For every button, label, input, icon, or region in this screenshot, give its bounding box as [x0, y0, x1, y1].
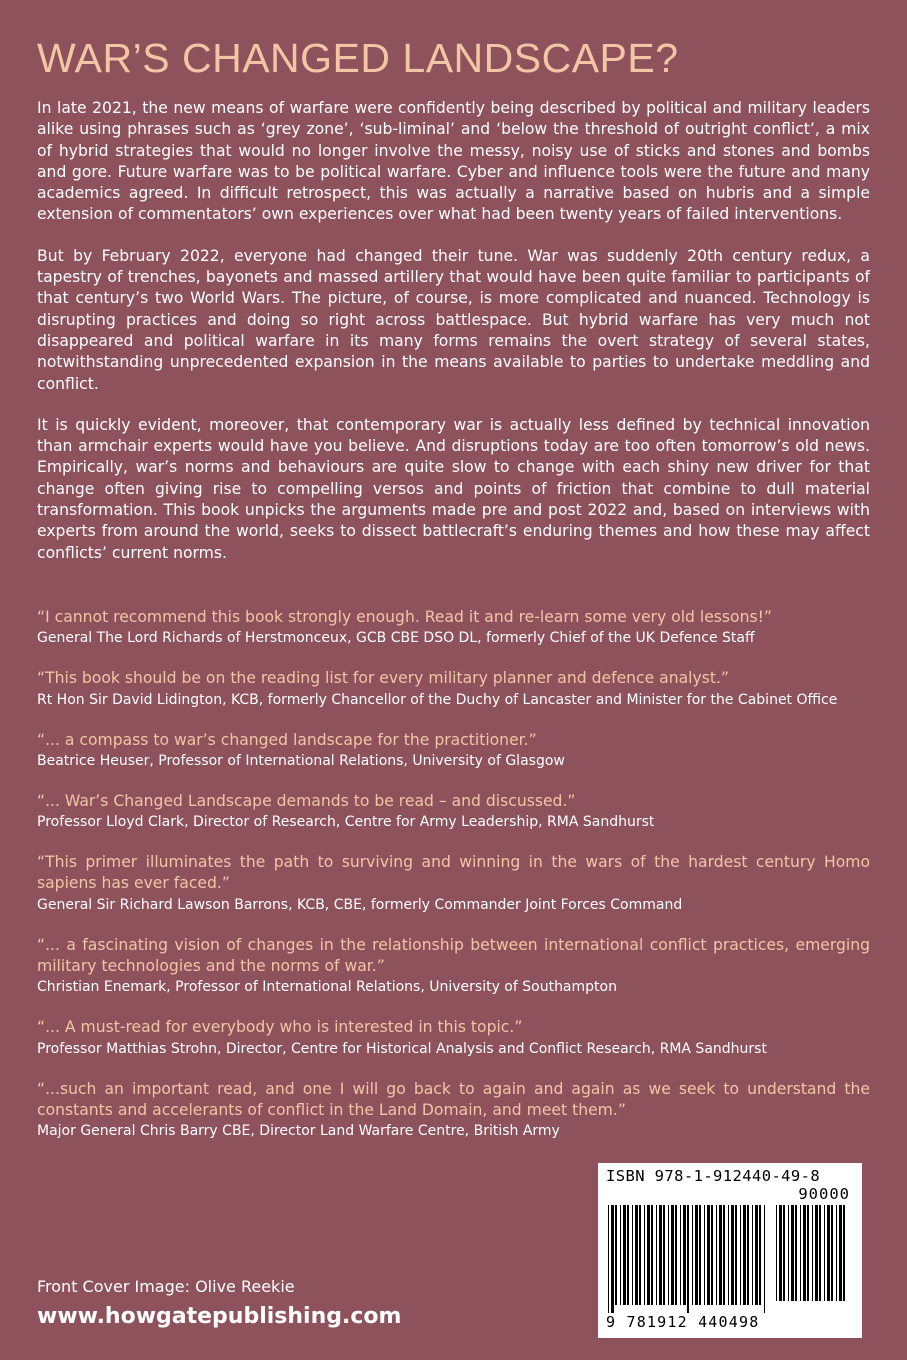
barcode-bar: [747, 1205, 749, 1305]
barcode-bar: [615, 1205, 617, 1305]
endorsement-quote: “This primer illuminates the path to surviving and winning in the wars of the hardest century Homo sapiens has ever faced.”: [37, 853, 870, 893]
barcode-bar: [839, 1205, 842, 1301]
barcode-bar: [719, 1205, 722, 1305]
barcode-bar: [824, 1205, 825, 1301]
endorsement-quote: “...such an important read, and one I will go back to again and again as we seek to understand the constants and accelerants of conflict in the Land Domain, and meet them.”: [37, 1079, 870, 1119]
endorsement-source: Rt Hon Sir David Lidington, KCB, formerly Chancellor of the Duchy of Lancaster and Minister for the Cabinet Office: [37, 691, 838, 708]
endorsement-quote: “... War’s Changed Landscape demands to be read – and discussed.”: [37, 791, 576, 810]
price-barcode-bars-icon: [776, 1205, 848, 1301]
barcode-bar: [735, 1205, 737, 1305]
barcode-bar: [728, 1205, 729, 1305]
barcode-bar: [716, 1205, 717, 1305]
barcode-bar: [668, 1205, 669, 1305]
barcode-bar: [680, 1205, 681, 1305]
barcode-bar: [647, 1205, 650, 1305]
barcode-bar: [819, 1205, 821, 1301]
barcode-bar: [683, 1205, 686, 1305]
endorsement: [37, 935, 870, 998]
barcode-bar: [639, 1205, 641, 1305]
endorsement: [37, 791, 870, 832]
barcode-bar: [807, 1205, 809, 1301]
barcode-bar: [623, 1205, 626, 1305]
barcode-bar: [687, 1205, 689, 1313]
barcode-bar: [800, 1205, 801, 1301]
barcode-bar: [743, 1205, 746, 1305]
barcode-bar: [692, 1205, 693, 1305]
barcode-bar: [776, 1205, 777, 1301]
blurb-paragraph: But by February 2022, everyone had changed their tune. War was suddenly 20th century redux, a tapestry of trenches, bayonets and massed artillery that would have been quite familiar to participants of that century’s two World Wars. The picture, of course, is more complicated and nuanced. Technology is disrupting practices and doing so right across battlespace. But hybrid warfare has very much not disappeared and political warfare in its many forms remains the overt strategy of several states, notwithstanding unprecedented expansion in the means available to parties to undertake meddling and conflict.: [37, 246, 870, 393]
barcode-bar: [764, 1205, 765, 1313]
barcode-bar: [611, 1205, 614, 1313]
barcode-bar: [755, 1205, 758, 1305]
blurb-paragraph: In late 2021, the new means of warfare were confidently being described by political and military leaders alike using phrases such as ‘grey zone’, ‘sub-liminal’ and ‘below the threshold of outright conflict’, a mix of hybrid strategies that would no longer involve the messy, noisy use of sticks and stones and bombs and gore. Future warfare was to be political warfare. Cyber and influence tools were the future and many academics agreed. In difficult retrospect, this was actually a narrative based on hubris and a simple extension of commentators’ own experiences over what had been twenty years of failed interventions.: [37, 99, 870, 224]
barcode-bar: [795, 1205, 797, 1301]
barcode-bar: [836, 1205, 837, 1301]
book-title: WAR’S CHANGED LANDSCAPE?: [37, 35, 679, 81]
endorsement: [37, 852, 870, 915]
barcode-bar: [608, 1205, 609, 1313]
barcode-bar: [803, 1205, 806, 1301]
barcode-bar: [663, 1205, 665, 1305]
barcode-bar: [759, 1205, 761, 1305]
barcode-bars-icon: [608, 1205, 768, 1313]
endorsement-quote: “I cannot recommend this book strongly enough. Read it and re-learn some very old lessons!”: [37, 608, 772, 626]
blurb: [37, 98, 870, 584]
barcode-bar: [752, 1205, 753, 1305]
endorsement: [37, 1079, 870, 1142]
endorsement-quote: “This book should be on the reading list for every military planner and defence analyst.”: [37, 669, 729, 688]
isbn-label: ISBN 978-1-912440-49-8: [606, 1167, 821, 1185]
barcode-bar: [731, 1205, 734, 1305]
barcode-bar: [711, 1205, 713, 1305]
barcode-bar: [843, 1205, 845, 1301]
barcode-bar: [704, 1205, 705, 1305]
endorsement: [37, 730, 870, 771]
barcode-bar: [740, 1205, 741, 1305]
barcode-bar: [675, 1205, 677, 1305]
endorsement: [37, 1017, 870, 1058]
endorsements: [37, 607, 870, 1161]
barcode-bar: [723, 1205, 725, 1305]
barcode-bar: [812, 1205, 813, 1301]
barcode-bar: [831, 1205, 833, 1301]
barcode-bar: [815, 1205, 818, 1301]
barcode-bar: [656, 1205, 657, 1305]
isbn-digits: 9 781912 440498: [606, 1313, 760, 1331]
barcode-bar: [783, 1205, 785, 1301]
barcode-bar: [627, 1205, 629, 1305]
blurb-paragraph: It is quickly evident, moreover, that contemporary war is actually less defined by technical innovation than armchair experts would have you believe. And disruptions today are too often tomorrow’s old news. Empirically, war’s norms and behaviours are quite slow to change with each shiny new driver for that change often giving rise to compelling versos and points of friction that combine to dull material transformation. This book unpicks the arguments made pre and post 2022 and, based on interviews with experts from around the world, seeks to dissect battlecraft’s enduring themes and how these may affect conflicts’ current norms.: [37, 415, 870, 562]
barcode-bar: [695, 1205, 698, 1305]
endorsement-quote: “... a compass to war’s changed landscape for the practitioner.”: [37, 730, 537, 749]
endorsement: [37, 607, 870, 648]
barcode-bar: [699, 1205, 701, 1305]
barcode-bar: [632, 1205, 633, 1305]
barcode-bar: [635, 1205, 638, 1305]
barcode-bar: [827, 1205, 830, 1301]
endorsement-source: General The Lord Richards of Herstmonceux, GCB CBE DSO DL, formerly Chief of the UK Defence Staff: [37, 630, 755, 647]
barcode-bar: [779, 1205, 782, 1301]
endorsement-quote: “... a fascinating vision of changes in the relationship between international conflict practices, emerging military technologies and the norms of war.”: [37, 935, 870, 976]
publisher-website: www.howgatepublishing.com: [37, 1304, 402, 1329]
price-code: 90000: [798, 1185, 850, 1203]
endorsement-source: Professor Lloyd Clark, Director of Research, Centre for Army Leadership, RMA Sandhurst: [37, 814, 655, 831]
barcode-bar: [659, 1205, 662, 1305]
barcode-bar: [788, 1205, 789, 1301]
cover-image-credit: Front Cover Image: Olive Reekie: [37, 1277, 295, 1296]
endorsement-source: Professor Matthias Strohn, Director, Centre for Historical Analysis and Conflict Research, RMA Sandhurst: [37, 1040, 767, 1057]
barcode-bar: [791, 1205, 794, 1301]
endorsement: [37, 668, 870, 709]
barcode-bar: [707, 1205, 710, 1305]
endorsement-source: General Sir Richard Lawson Barrons, KCB, CBE, formerly Commander Joint Forces Command: [37, 896, 683, 913]
endorsement-source: Major General Chris Barry CBE, Director Land Warfare Centre, British Army: [37, 1123, 560, 1140]
barcode-bar: [671, 1205, 674, 1305]
endorsement-source: Beatrice Heuser, Professor of International Relations, University of Glasgow: [37, 752, 565, 769]
endorsement-source: Christian Enemark, Professor of International Relations, University of Southampton: [37, 979, 617, 996]
barcode-bar: [620, 1205, 621, 1305]
endorsement-quote: “... A must-read for everybody who is interested in this topic.”: [37, 1018, 523, 1037]
isbn-barcode: [598, 1163, 862, 1338]
barcode-bar: [651, 1205, 653, 1305]
barcode-bar: [644, 1205, 645, 1305]
